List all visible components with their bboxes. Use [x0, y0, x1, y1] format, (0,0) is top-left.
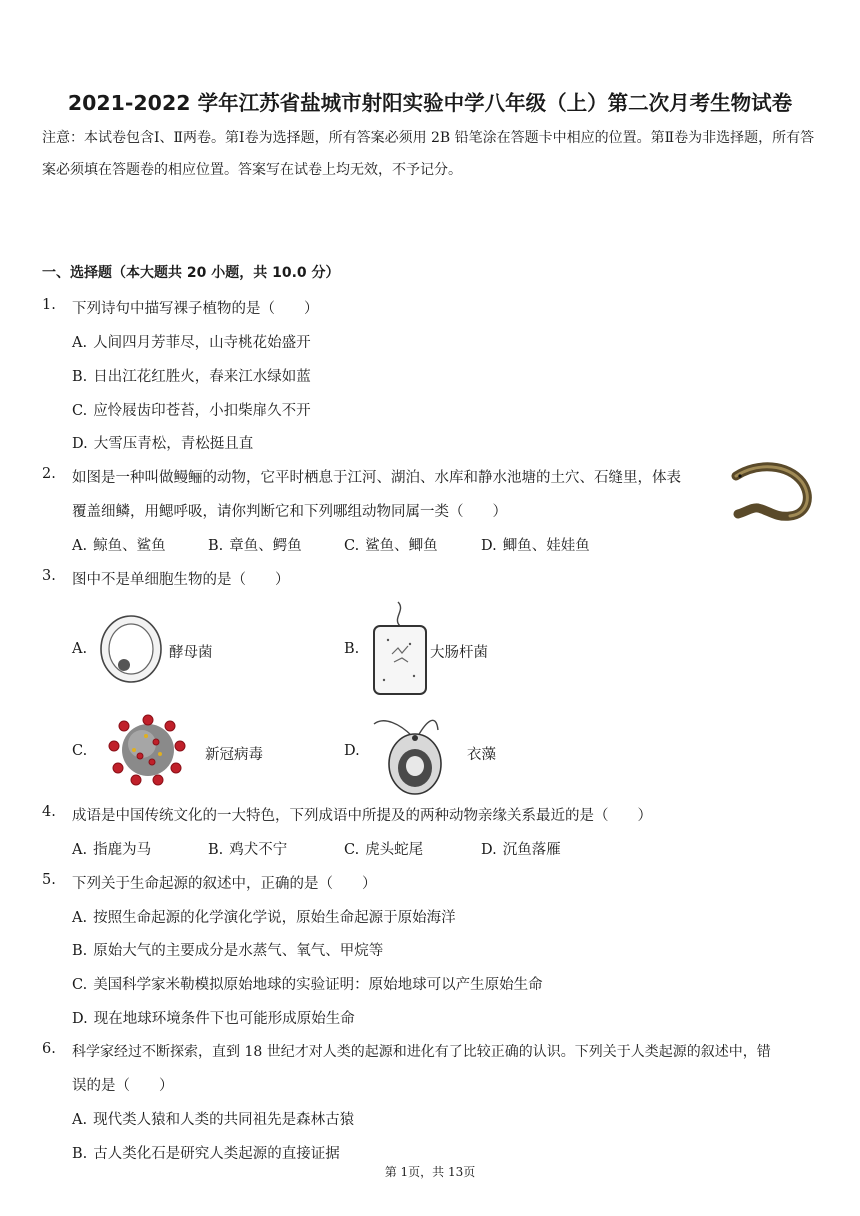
option-letter: D. — [481, 538, 497, 554]
option — [72, 906, 456, 927]
option-letter: A. — [72, 641, 88, 657]
question-text: 如图是一种叫做鳗鲡的动物，它平时栖息于江河、湖泊、水库和静水池塘的土穴、石缝里，体表 — [72, 470, 681, 486]
option-letter: B. — [72, 943, 88, 959]
option-caption: 酵母菌 — [169, 645, 213, 661]
question-text: 误的是（ ） — [72, 1078, 174, 1094]
exam-notice: 注意：本试卷包含Ⅰ、Ⅱ两卷。第Ⅰ卷为选择题，所有答案必须用 2B 铅笔涂在答题卡中相应的位置。第Ⅱ卷为非选择题，所有答案必须填在答题卷的相应位置。答案写在试卷上均无效，不予记分。 — [42, 130, 815, 178]
option — [72, 1142, 340, 1163]
question-text: 成语是中国传统文化的一大特色，下列成语中所提及的两种动物亲缘关系最近的是（ ） — [72, 808, 652, 824]
yeast-image — [98, 612, 166, 684]
option — [208, 838, 287, 859]
option-letter: C. — [72, 977, 88, 993]
option-caption: 大肠杆菌 — [430, 645, 488, 661]
option — [344, 534, 438, 555]
question-number: 6. — [42, 1041, 56, 1057]
question-number: 4. — [42, 804, 56, 820]
option-text: 古人类化石是研究人类起源的直接证据 — [93, 1146, 340, 1162]
option-letter: C. — [72, 743, 88, 759]
option-caption: 衣藻 — [467, 747, 496, 763]
option-text: 现代类人猿和人类的共同祖先是森林古猿 — [93, 1112, 355, 1128]
option-text: 鸡犬不宁 — [229, 842, 288, 858]
option — [72, 973, 543, 994]
option-text: 指鹿为马 — [93, 842, 152, 858]
option-text: 章鱼、鳄鱼 — [229, 538, 302, 554]
option — [481, 838, 561, 859]
option-caption: 新冠病毒 — [205, 747, 263, 763]
option — [208, 534, 302, 555]
question-number: 2. — [42, 466, 56, 482]
chlamydomonas-image — [370, 706, 460, 796]
option-letter: B. — [72, 1146, 88, 1162]
option-letter: D. — [344, 743, 360, 759]
option-letter: C. — [344, 842, 360, 858]
option — [72, 939, 383, 960]
option-letter: A. — [72, 910, 88, 926]
option-text: 日出江花红胜火，春来江水绿如蓝 — [93, 369, 311, 385]
option — [72, 365, 311, 386]
eel-image — [728, 460, 818, 526]
option-text: 大雪压青松，青松挺且直 — [93, 436, 254, 452]
option-letter: C. — [72, 403, 88, 419]
option-letter: C. — [344, 538, 360, 554]
e-coli-image — [370, 600, 430, 698]
option-text: 虎头蛇尾 — [365, 842, 424, 858]
option-letter: A. — [72, 538, 88, 554]
option — [344, 838, 423, 859]
option-letter: B. — [72, 369, 88, 385]
option-letter: A. — [72, 1112, 88, 1128]
question-text: 下列诗句中描写裸子植物的是（ ） — [72, 301, 319, 317]
option-letter: A. — [72, 842, 88, 858]
option — [481, 534, 590, 555]
option-text: 按照生命起源的化学演化学说，原始生命起源于原始海洋 — [93, 910, 456, 926]
option-text: 现在地球环境条件下也可能形成原始生命 — [93, 1011, 355, 1027]
option-text: 鲨鱼、鲫鱼 — [365, 538, 438, 554]
question-text: 覆盖细鳞，用鳃呼吸，请你判断它和下列哪组动物同属一类（ ） — [72, 504, 507, 520]
option-letter: B. — [208, 538, 224, 554]
option — [72, 838, 151, 859]
question-number: 1. — [42, 297, 56, 313]
question-text: 科学家经过不断探索，直到 18 世纪才对人类的起源和进化有了比较正确的认识。下列关于人类起源的叙述中，错 — [72, 1044, 771, 1060]
option — [72, 432, 253, 453]
question-text: 下列关于生命起源的叙述中，正确的是（ ） — [72, 876, 377, 892]
option-letter: D. — [72, 436, 88, 452]
option — [72, 1108, 354, 1129]
option-text: 人间四月芳菲尽，山寺桃花始盛开 — [93, 335, 311, 351]
option — [72, 1007, 355, 1028]
page-footer: 第 1页，共 13页 — [384, 1165, 476, 1179]
exam-title: 2021-2022 学年江苏省盐城市射阳实验中学八年级（上）第二次月考生物试卷 — [67, 91, 793, 115]
option-text: 沉鱼落雁 — [502, 842, 561, 858]
question-number: 3. — [42, 568, 56, 584]
option-letter: D. — [72, 1011, 88, 1027]
option-letter: A. — [72, 335, 88, 351]
section-heading: 一、选择题（本大题共 20 小题，共 10.0 分） — [42, 265, 340, 281]
question-number: 5. — [42, 872, 56, 888]
question-text: 图中不是单细胞生物的是（ ） — [72, 572, 290, 588]
option-letter: B. — [208, 842, 224, 858]
option — [72, 399, 311, 420]
option — [72, 331, 311, 352]
option-text: 鲫鱼、娃娃鱼 — [502, 538, 590, 554]
option-text: 原始大气的主要成分是水蒸气、氧气、甲烷等 — [93, 943, 384, 959]
option — [72, 534, 166, 555]
option-text: 美国科学家米勒模拟原始地球的实验证明：原始地球可以产生原始生命 — [93, 977, 543, 993]
coronavirus-image — [100, 712, 196, 788]
option-text: 应怜屐齿印苍苔，小扣柴扉久不开 — [93, 403, 311, 419]
option-letter: B. — [344, 641, 360, 657]
option-letter: D. — [481, 842, 497, 858]
option-text: 鲸鱼、鲨鱼 — [93, 538, 166, 554]
